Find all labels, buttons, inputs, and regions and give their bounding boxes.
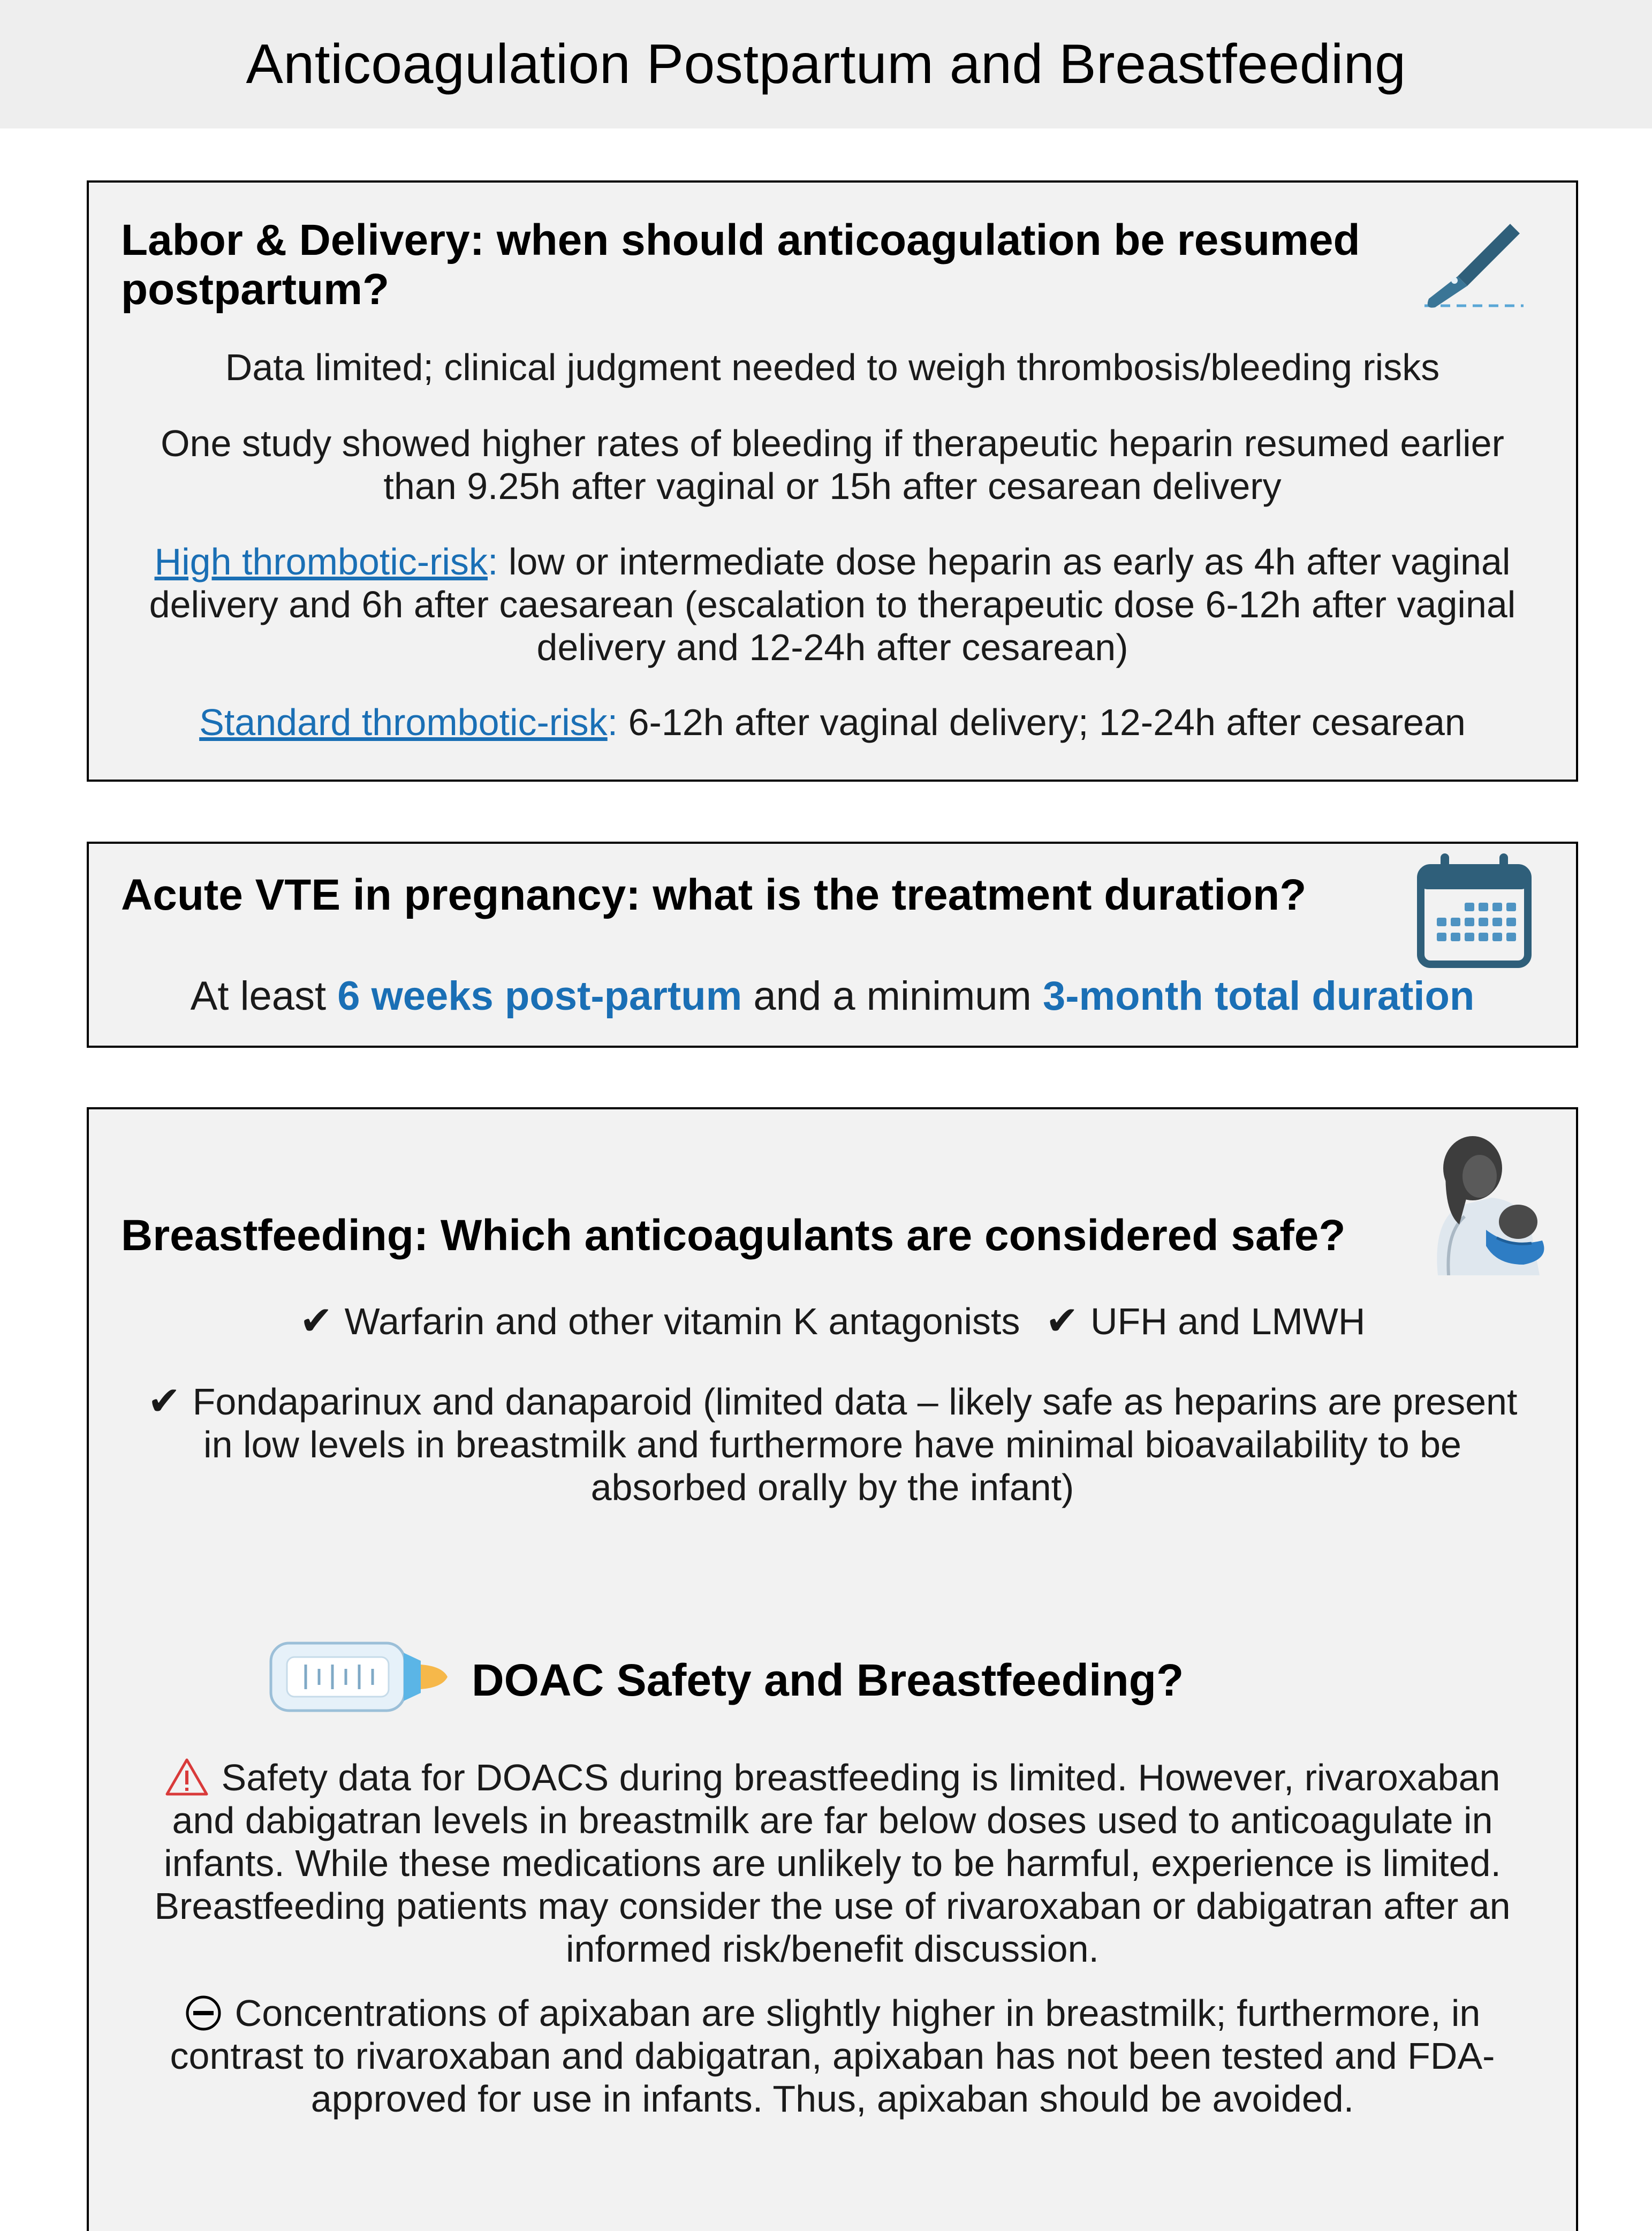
- avoid-line-3: approved for use in infants. Thus, apixaban should be avoided.: [310, 2078, 1354, 2120]
- apixaban-avoid-paragraph: [110, 1992, 1555, 2120]
- baby-bottle-icon: [266, 1637, 458, 1717]
- safe-item-fondaparinux-line-2: in low levels in breastmilk and furthermore have minimal bioavailability to be: [203, 1424, 1461, 1465]
- warning-line-2: and dabigatran levels in breastmilk are far below doses used to anticoagulate in: [172, 1799, 1493, 1841]
- doac-heading: DOAC Safety and Breastfeeding?: [472, 1655, 1184, 1705]
- standard-risk-colon: :: [607, 701, 618, 743]
- labor-study-line-2: than 9.25h after vaginal or 15h after cesarean delivery: [383, 465, 1282, 507]
- vte-text-a: At least: [190, 973, 338, 1019]
- safe-item-warfarin: Warfarin and other vitamin K antagonists: [344, 1300, 1020, 1342]
- warning-line-5: informed risk/benefit discussion.: [566, 1928, 1099, 1970]
- breastfeeding-card: [87, 1107, 1578, 2231]
- high-risk-colon: :: [487, 541, 498, 583]
- warning-icon: [165, 1758, 209, 1796]
- checkmark-icon: ✔: [299, 1298, 333, 1343]
- doac-warning-paragraph: [110, 1756, 1555, 1970]
- breastfeeding-mother-icon: [1416, 1131, 1561, 1275]
- warning-line-1: Safety data for DOACS during breastfeeding is limited. However, rivaroxaban: [221, 1757, 1501, 1798]
- checkmark-icon: ✔: [147, 1379, 181, 1423]
- checkmark-icon: ✔: [1045, 1298, 1079, 1343]
- breastfeeding-heading: Breastfeeding: Which anticoagulants are considered safe?: [121, 1211, 1346, 1260]
- vte-duration-card: [87, 842, 1578, 1048]
- high-risk-line-2: delivery and 6h after caesarean (escalation to therapeutic dose 6-12h after vaginal: [149, 584, 1516, 625]
- labor-delivery-card: [87, 180, 1578, 782]
- scalpel-icon: [1403, 217, 1532, 324]
- high-thrombotic-risk-link[interactable]: High thrombotic-risk: [154, 541, 488, 583]
- vte-heading: Acute VTE in pregnancy: what is the treatment duration?: [121, 871, 1307, 919]
- avoid-line-1: Concentrations of apixaban are slightly higher in breastmilk; furthermore, in: [234, 1992, 1481, 2034]
- high-risk-paragraph: [110, 540, 1555, 669]
- safe-item-fondaparinux-line-3: absorbed orally by the infant): [590, 1466, 1074, 1508]
- vte-text-b: and a minimum: [742, 973, 1043, 1019]
- high-risk-line-3: delivery and 12-24h after cesarean): [536, 626, 1128, 668]
- labor-data-limited: [110, 346, 1555, 389]
- vte-duration-text: [110, 975, 1555, 1018]
- vte-highlight-3-month: 3-month total duration: [1042, 973, 1475, 1019]
- safe-list-row-2: [110, 1380, 1555, 1509]
- labor-data-limited-text: Data limited; clinical judgment needed to weigh thrombosis/bleeding risks: [225, 346, 1440, 388]
- high-risk-line-1: low or intermediate dose heparin as early as 4h after vaginal: [498, 541, 1511, 583]
- safe-item-fondaparinux-line-1: Fondaparinux and danaparoid (limited data – likely safe as heparins are present: [192, 1381, 1518, 1423]
- labor-study-line-1: One study showed higher rates of bleeding if therapeutic heparin resumed earlier: [161, 422, 1504, 464]
- calendar-icon: [1411, 849, 1540, 972]
- labor-delivery-heading: Labor & Delivery: when should anticoagulation be resumed postpartum?: [121, 216, 1360, 314]
- standard-risk-paragraph: [110, 701, 1555, 744]
- warning-line-3: infants. While these medications are unlikely to be harmful, experience is limited.: [164, 1842, 1501, 1884]
- page-title: Anticoagulation Postpartum and Breastfeeding: [246, 33, 1406, 95]
- minus-circle-icon: [185, 1994, 222, 2032]
- page-header: [0, 0, 1652, 128]
- avoid-line-2: contrast to rivaroxaban and dabigatran, apixaban has not been tested and FDA-: [170, 2035, 1495, 2077]
- vte-highlight-6-weeks: 6 weeks post-partum: [337, 973, 742, 1019]
- warning-line-4: Breastfeeding patients may consider the use of rivaroxaban or dabigatran after an: [154, 1885, 1511, 1927]
- safe-list-row-1: [110, 1299, 1555, 1343]
- labor-study-paragraph: [110, 422, 1555, 508]
- standard-thrombotic-risk-link[interactable]: Standard thrombotic-risk: [199, 701, 608, 743]
- standard-risk-text: 6-12h after vaginal delivery; 12-24h after cesarean: [618, 701, 1466, 743]
- safe-item-ufh-lmwh: UFH and LMWH: [1090, 1300, 1366, 1342]
